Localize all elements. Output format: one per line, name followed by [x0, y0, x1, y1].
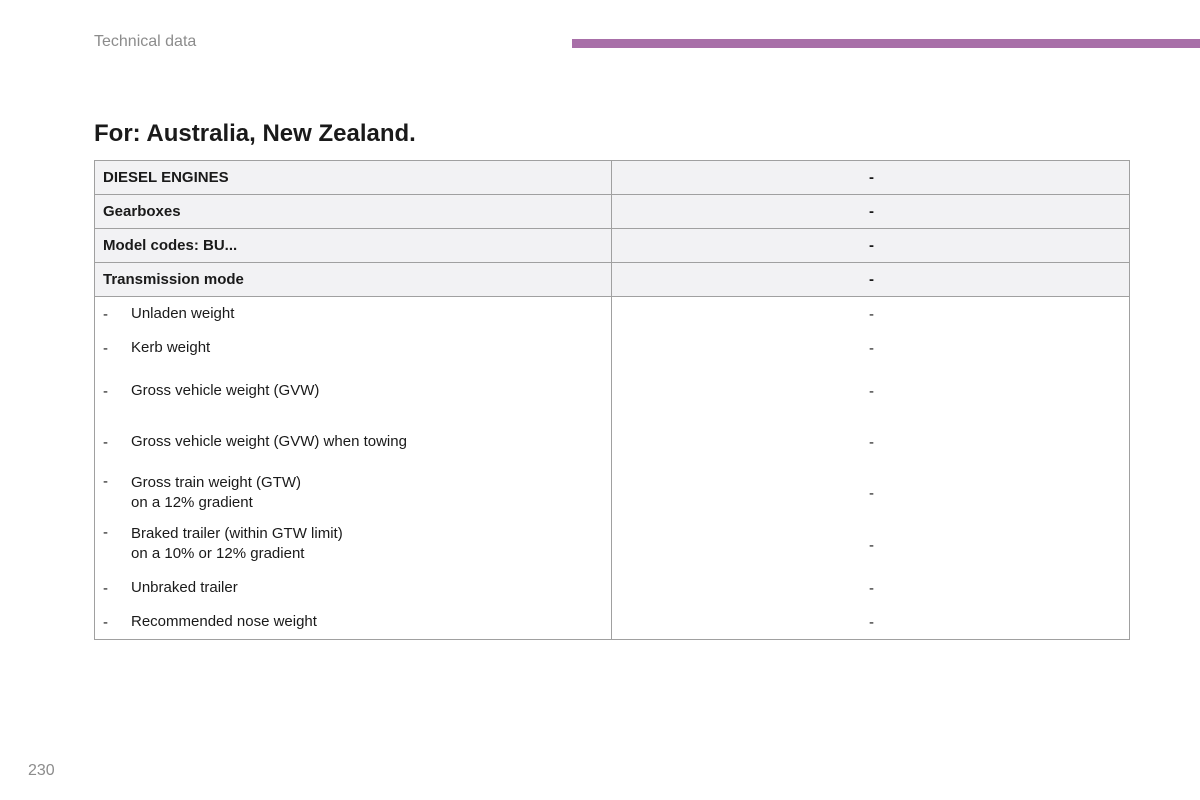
item-value: - [869, 305, 874, 323]
table-row [95, 467, 1129, 519]
table-body [95, 297, 1129, 639]
page-number: 230 [28, 762, 55, 779]
table-header-row-gearboxes [95, 195, 1129, 229]
bullet-dash: - [103, 613, 108, 631]
table-header-row-diesel-engines [95, 161, 1129, 195]
table-row [95, 331, 1129, 365]
item-label: Unbraked trailer [131, 579, 238, 596]
item-label: Kerb weight [131, 339, 211, 356]
item-label: Gross vehicle weight (GVW) when towing [131, 433, 407, 450]
item-value: - [869, 382, 874, 400]
table-row [95, 519, 1129, 571]
item-value: - [869, 339, 874, 357]
item-value: - [869, 484, 874, 502]
item-value: - [869, 579, 874, 597]
table-row [95, 571, 1129, 605]
bullet-dash: - [103, 524, 108, 541]
item-value: - [869, 536, 874, 554]
page-title: For: Australia, New Zealand. [94, 120, 416, 147]
table-header-row-transmission-mode [95, 263, 1129, 297]
header-value: - [869, 237, 874, 254]
item-label: Recommended nose weight [131, 613, 317, 630]
bullet-dash: - [103, 382, 108, 400]
item-label: Gross train weight (GTW) [131, 474, 302, 491]
table-row [95, 297, 1129, 331]
header-value: - [869, 169, 874, 186]
item-label-line2: on a 12% gradient [131, 494, 253, 511]
item-value: - [869, 613, 874, 631]
item-label: Unladen weight [131, 305, 235, 322]
header-label: Model codes: BU... [95, 229, 612, 262]
item-label: Braked trailer (within GTW limit) [131, 525, 343, 542]
item-value: - [869, 433, 874, 451]
header-label: Transmission mode [95, 263, 612, 296]
table-row [95, 605, 1129, 639]
bullet-dash: - [103, 473, 108, 490]
item-label-line2: on a 10% or 12% gradient [131, 545, 305, 562]
header-accent-bar [572, 39, 1200, 48]
table-row [95, 365, 1129, 417]
specifications-table [94, 160, 1130, 640]
bullet-dash: - [103, 579, 108, 597]
header-label: DIESEL ENGINES [95, 161, 612, 194]
header-value: - [869, 271, 874, 288]
bullet-dash: - [103, 339, 108, 357]
item-label: Gross vehicle weight (GVW) [131, 382, 320, 399]
table-header-row-model-codes [95, 229, 1129, 263]
section-label: Technical data [94, 33, 197, 50]
bullet-dash: - [103, 433, 108, 451]
header-value: - [869, 203, 874, 220]
header-label: Gearboxes [95, 195, 612, 228]
bullet-dash: - [103, 305, 108, 323]
table-row [95, 417, 1129, 467]
